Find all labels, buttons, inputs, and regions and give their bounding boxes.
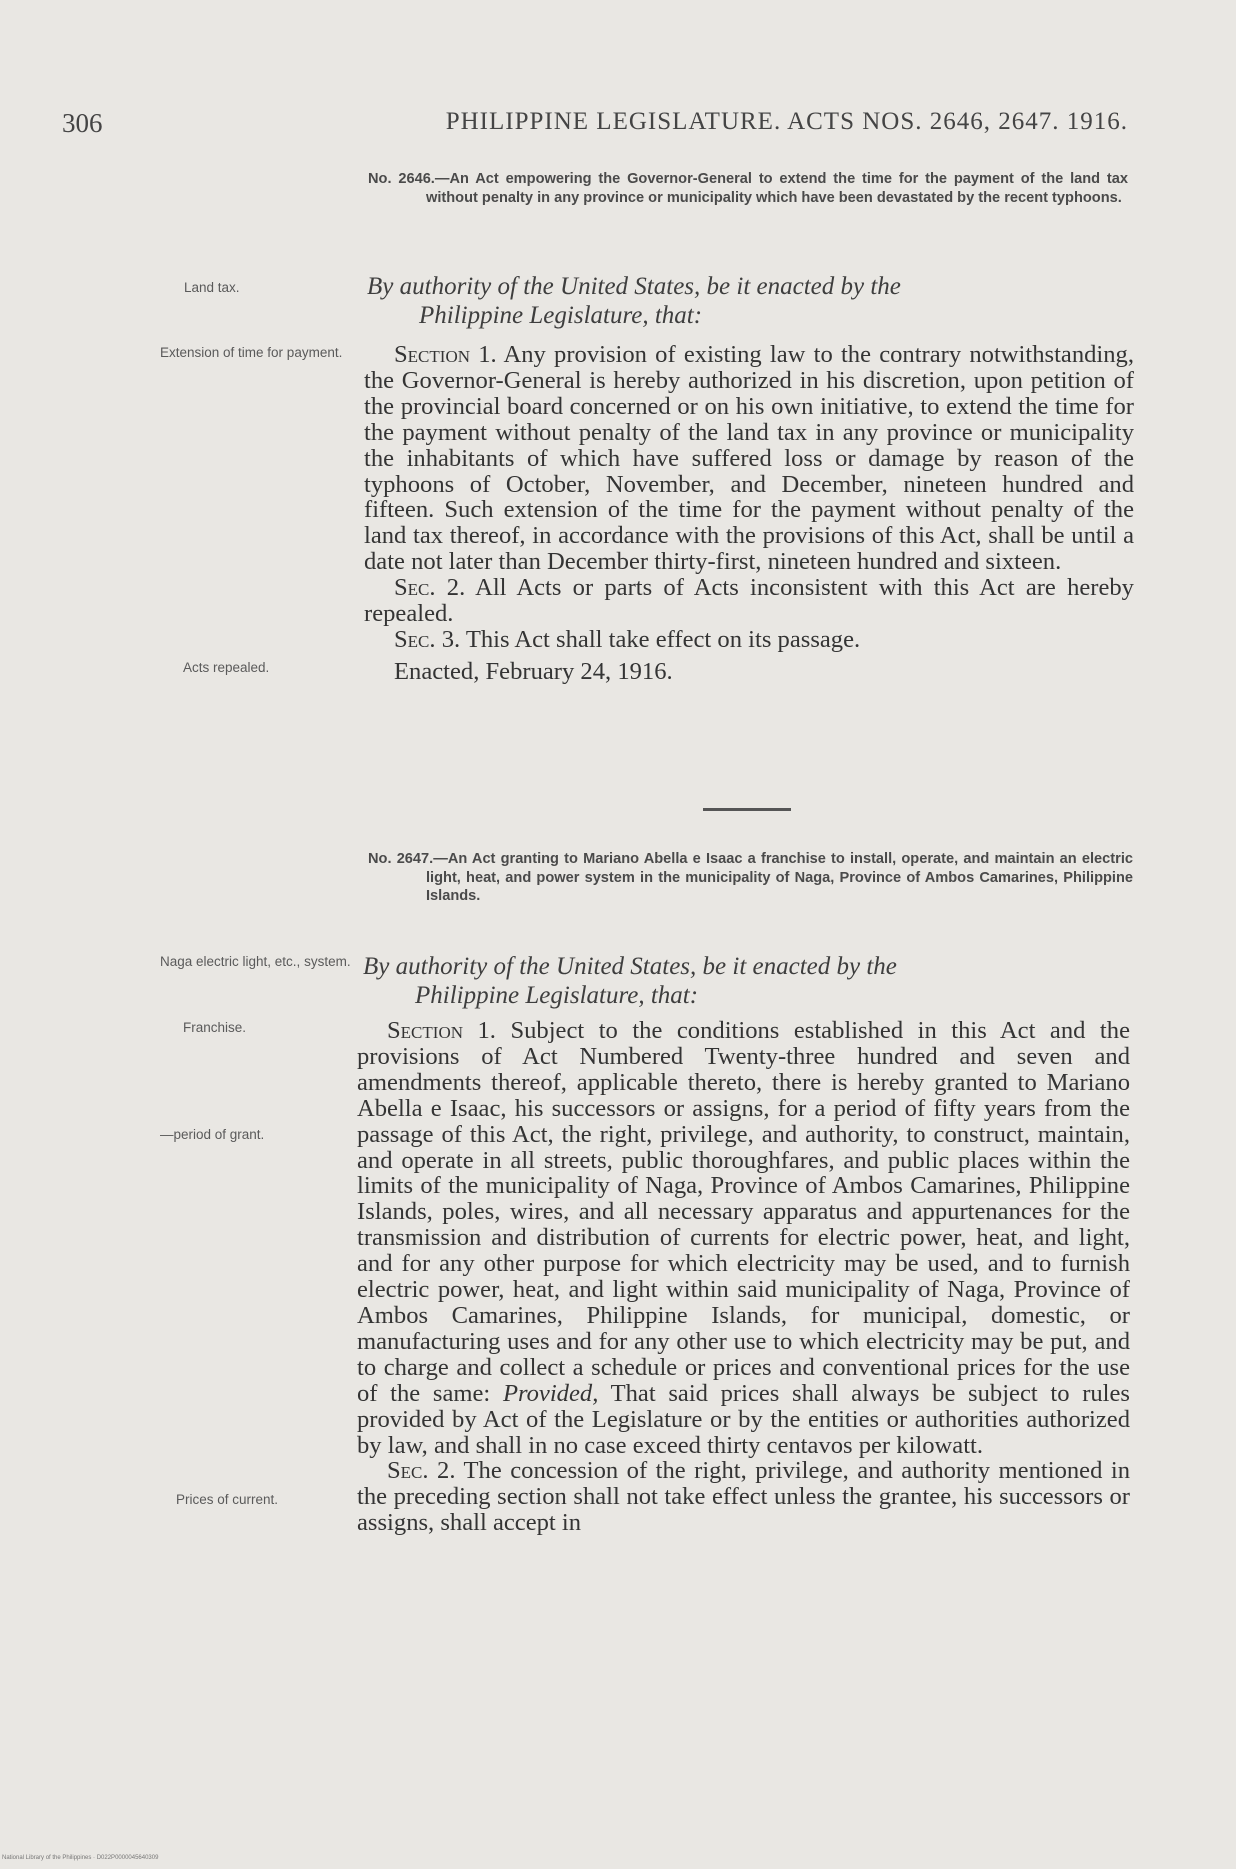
act-title: —An Act granting to Mariano Abella e Isaac a franchise to install, operate, and maintain an electric light, heat, and power system in the municipality of Naga, Province of Ambos Camarines, Philippine Islands. <box>426 851 1133 904</box>
enacting-line-2: Philippine Legislature, that: <box>419 302 703 329</box>
enacting-clause <box>363 952 1138 1010</box>
act-number: No. 2646. <box>368 171 435 187</box>
act-2646-heading <box>368 170 1128 207</box>
section-label: Sec. 3. <box>394 625 461 653</box>
margin-note-franchise: Franchise. <box>183 1020 247 1035</box>
page-number: 306 <box>62 108 103 138</box>
act-2647-body <box>357 1018 1130 1536</box>
section-label: Sec. 2. <box>394 574 466 602</box>
act-2646-body <box>364 342 1134 685</box>
section-text: This Act shall take effect on its passage. <box>460 625 861 653</box>
section-text: Subject to the conditions established in this Act and the provisions of Act Numbered Twenty-three hundred and seven and amendments thereof, applicable thereto, there is hereby granted to Mariano Abella e Isaac, his successors or assigns, for a period of fifty years from the passage of this Act, the right, privilege, and authority, to construct, maintain, and operate in all streets, public thoroughfares, and public places within the limits of the municipality of Naga, Province of Ambos Camarines, Philippine Islands, poles, wires, and all necessary apparatus and appurtenances for the transmission and distribution of currents for electric power, heat, and light, and for any other purpose for which electricity may be used, and to furnish electric power, heat, and light within said municipality of Naga, Province of Ambos Camarines, Philippine Islands, for municipal, domestic, or manufacturing uses and for any other use to which electricity may be put, and to charge and collect a schedule or prices and conventional prices for the use of the same: <box>357 1017 1130 1407</box>
enacted-date: Enacted, February 24, 1916. <box>394 657 673 685</box>
section-text: All Acts or parts of Acts inconsistent with this Act are hereby repealed. <box>364 574 1134 628</box>
running-head: PHILIPPINE LEGISLATURE. ACTS NOS. 2646, 2647. 1916. <box>445 108 1128 135</box>
section-1 <box>364 342 1134 575</box>
section-3 <box>364 627 1134 653</box>
margin-note-acts-repealed: Acts repealed. <box>183 660 270 675</box>
margin-note-land-tax: Land tax. <box>184 280 240 295</box>
section-text: That said prices shall always be subject to rules provided by Act of the Legislature or by the entities or authorities authorized by law, and shall in no case exceed thirty centavos per kilowatt. <box>357 1379 1131 1459</box>
section-label: Section 1. <box>394 341 497 368</box>
section-text: Any provision of existing law to the contrary notwithstanding, the Governor-General is hereby authorized in his discretion, upon petition of the provincial board concerned or on his own initiative, to extend the time for the payment without penalty of the land tax in any province or municipality the inhabitants of which have suffered loss or damage by reason of the typhoons of October, November, and December, nineteen hundred and fifteen. Such extension of the time for the payment without penalty of the land tax thereof, in accordance with the provisions of this Act, shall be until a date not later than December thirty-first, nineteen hundred and sixteen. <box>364 341 1134 576</box>
act-title: —An Act empowering the Governor-General to extend the time for the payment of the land tax without penalty in any province or municipality which have been devastated by the recent typhoons. <box>426 171 1128 206</box>
enacting-clause <box>367 272 1137 330</box>
section-label: Section 1. <box>387 1017 496 1044</box>
act-number: No. 2647. <box>368 851 434 867</box>
margin-note-prices: Prices of current. <box>176 1492 279 1507</box>
section-divider <box>703 808 791 811</box>
section-label: Sec. 2. <box>387 1457 456 1485</box>
margin-note-period: —period of grant. <box>160 1127 265 1142</box>
archive-stamp: National Library of the Philippines · D022P0000045640309 <box>2 1855 159 1861</box>
section-2 <box>364 575 1134 627</box>
enacting-line-1: By authority of the United States, be it enacted by the <box>367 273 901 300</box>
section-text: The concession of the right, privilege, and authority mentioned in the preceding section shall not take effect unless the grantee, his successors or assigns, shall accept in <box>357 1457 1130 1537</box>
enacting-line-1: By authority of the United States, be it enacted by the <box>363 953 897 980</box>
margin-note-naga: Naga electric light, etc., system. <box>160 954 351 969</box>
section-1 <box>357 1018 1130 1458</box>
section-2 <box>357 1458 1130 1536</box>
margin-note-extension: Extension of time for payment. <box>160 345 343 360</box>
act-2647-heading <box>368 850 1133 906</box>
enacting-line-2: Philippine Legislature, that: <box>415 982 699 1009</box>
provided-term: Provided, <box>502 1379 599 1407</box>
